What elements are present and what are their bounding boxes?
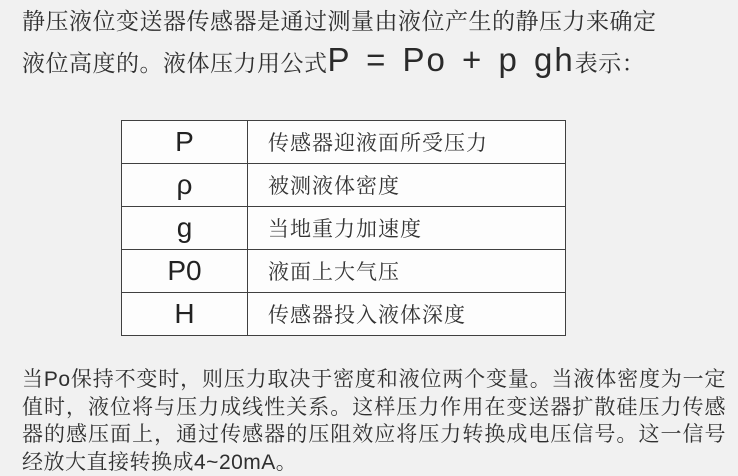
table-row xyxy=(122,293,566,336)
intro-line-2 xyxy=(22,37,722,86)
description-cell: 被测液体密度 xyxy=(248,164,566,207)
symbol-cell: H xyxy=(122,293,248,336)
body-paragraph: 当Po保持不变时，则压力取决于密度和液位两个变量。当液体密度为一定值时，液位将与压力成线性关系。这样压力作用在变送器扩散硅压力传感器的感压面上，通过传感器的压阻效应将压力转换成电压信号。这一信号经放大直接转换成4~20mA。 xyxy=(22,368,726,474)
intro-line-2-suffix: 表示： xyxy=(574,50,646,76)
symbol-cell: P xyxy=(122,121,248,164)
table-row xyxy=(122,164,566,207)
description-cell: 传感器投入液体深度 xyxy=(248,293,566,336)
intro-paragraph xyxy=(22,6,722,86)
symbol-cell: ρ xyxy=(122,164,248,207)
symbol-cell: g xyxy=(122,207,248,250)
symbol-cell: P0 xyxy=(122,250,248,293)
intro-line-1: 静压液位变送器传感器是通过测量由液位产生的静压力来确定 xyxy=(22,8,657,34)
formula-symbols-table xyxy=(121,120,566,336)
table-row xyxy=(122,207,566,250)
table-row xyxy=(122,121,566,164)
intro-line-2-prefix: 液位高度的。液体压力用公式 xyxy=(22,50,328,76)
description-cell: 传感器迎液面所受压力 xyxy=(248,121,566,164)
table-row xyxy=(122,250,566,293)
description-cell: 液面上大气压 xyxy=(248,250,566,293)
pressure-formula: P = Po + p gh xyxy=(327,41,575,78)
description-cell: 当地重力加速度 xyxy=(248,207,566,250)
